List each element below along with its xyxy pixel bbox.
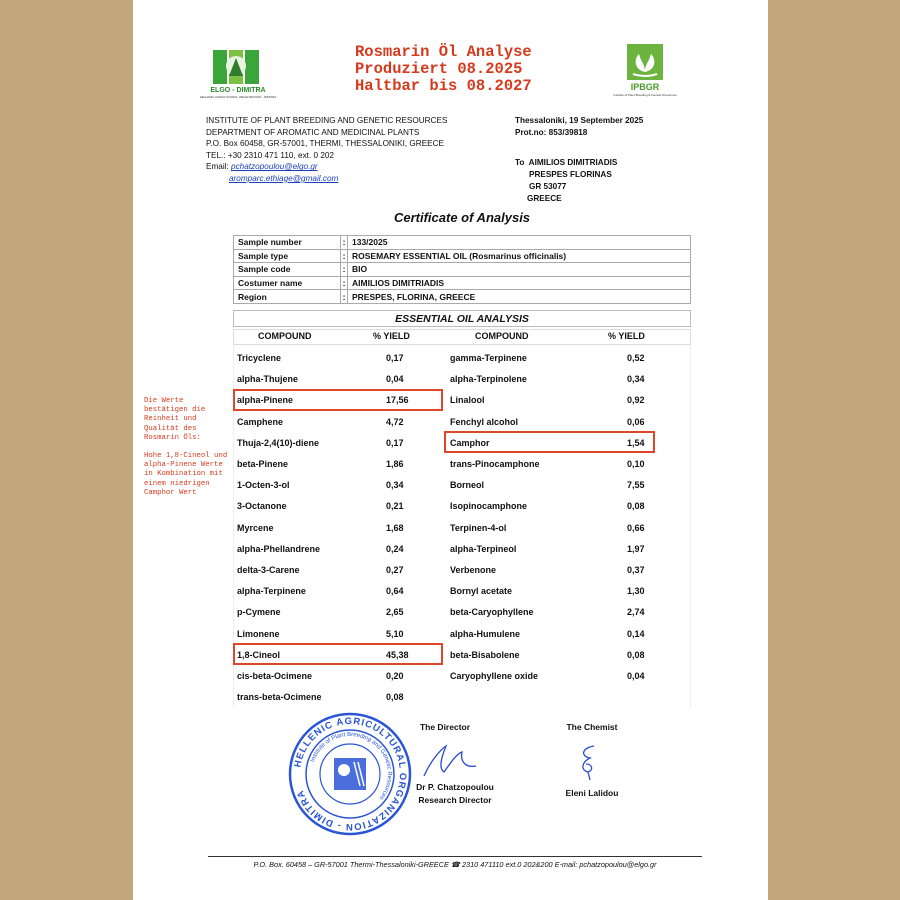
compound-yield-left: 1,68 [386,522,404,533]
compound-name-left: 3-Octanone [237,501,287,512]
ipbgr-logo [613,44,677,100]
director-name: Dr P. Chatzopoulou [416,782,494,792]
recipient-line: GREECE [527,194,562,203]
compound-name-left: cis-beta-Ocimene [237,671,313,681]
compound-name-left: p-Cymene [237,607,281,618]
info-separator: : [341,236,348,250]
recipient-line: GR 53077 [529,182,567,191]
compound-yield-right: 0,14 [627,628,645,639]
compound-yield-left: 0,20 [386,671,404,681]
compound-yield-right: 0,04 [627,671,645,681]
info-label: Region [234,290,341,304]
issue-date: Thessaloniki, 19 September 2025 [515,116,644,125]
compound-yield-right: 7,55 [627,480,645,491]
compound-yield-left: 45,38 [386,649,409,660]
compound-yield-left: 0,17 [386,353,404,363]
info-label: Sample number [234,236,341,250]
compound-name-left: delta-3-Carene [237,565,300,575]
header-line-3: Haltbar bis 08.2027 [355,77,532,95]
compound-name-left: Camphene [237,416,284,427]
side-note-para-1: Die Werte bestätigen die Reinheit und Qualität des Rosmarin Öls: [144,397,206,442]
compound-name-right: Isopinocamphone [450,501,528,512]
compound-yield-left: 0,64 [386,586,404,597]
info-value: PRESPES, FLORINA, GREECE [348,290,691,304]
recipient-name: AIMILIOS DIMITRIADIS [528,158,618,167]
compound-name-left: alpha-Pinene [237,395,294,406]
stamp-outer-text: HELLENIC AGRICULTURAL ORGANIZATION - DIMITRA [292,715,409,833]
institute-line: DEPARTMENT OF AROMATIC AND MEDICINAL PLANTS [206,127,420,137]
compound-yield-left: 5,10 [386,628,404,639]
elgo-dimitra-logo [199,48,277,104]
info-separator: : [341,249,348,263]
logo-right-name: IPBGR [630,82,660,92]
chemist-title: The Chemist [566,722,618,732]
compound-yield-right: 0,10 [627,459,645,469]
compound-name-left: 1,8-Cineol [237,649,281,660]
director-role: Research Director [418,795,492,805]
compound-name-left: alpha-Terpinene [237,586,306,597]
compound-name-right: alpha-Humulene [450,628,521,639]
compound-name-left: 1-Octen-3-ol [237,480,290,491]
institute-line: INSTITUTE OF PLANT BREEDING AND GENETIC RESOURCES [206,116,448,125]
compound-yield-right: 0,37 [627,565,645,575]
compound-yield-right: 2,74 [627,607,645,618]
compound-yield-right: 1,97 [627,543,645,554]
info-separator: : [341,276,348,290]
compound-yield-left: 0,17 [386,437,404,448]
compound-name-right: beta-Caryophyllene [450,607,534,618]
compound-yield-left: 0,08 [386,692,404,703]
institute-line: P.O. Box 60458, GR-57001, THERMI, THESSALONIKI, GREECE [206,139,444,149]
recipient-prefix: To [515,158,525,167]
column-header-yield-right: % YIELD [608,331,645,341]
table-row [234,236,691,250]
footer: P.O. Box. 60458 – GR-57001 Thermi-Thessaloniki-GREECE ☎ 2310 471110 ext.0 202&200 E-mail: pchatzopoulou@elgo.gr [253,860,657,869]
compound-yield-right: 0,34 [627,374,645,385]
stamp-inner-text: Institute of Plant Breeding and Genetic Resources [310,731,393,801]
compound-name-right: Caryophyllene oxide [450,671,539,681]
compound-name-right: alpha-Terpineol [450,543,517,554]
compound-name-right: Camphor [450,437,490,448]
compound-name-right: Borneol [450,480,485,491]
compound-yield-right: 0,08 [627,501,645,512]
compound-name-left: Thuja-2,4(10)-diene [237,437,320,448]
compound-name-right: Verbenone [450,565,497,575]
column-header-compound-right: COMPOUND [475,331,529,341]
email-label: Email: [206,162,232,172]
header-title [355,44,595,95]
compound-yield-left: 1,86 [386,459,404,469]
highlight-camphor [444,431,655,453]
table-row [234,276,691,290]
recipient-line: PRESPES FLORINAS [529,170,612,179]
info-label: Sample code [234,263,341,277]
table-row [234,290,691,304]
side-note [144,397,229,498]
compound-yield-right: 0,92 [627,395,645,406]
logo-left-sub: HELLENIC AGRICULTURAL ORGANIZATION - DIMITRA [199,95,277,99]
chemist-name: Eleni Lalidou [565,788,619,798]
logo-left-name: ELGO - DIMITRA [210,87,266,94]
compound-yield-left: 0,04 [386,374,404,385]
analysis-title: ESSENTIAL OIL ANALYSIS [233,310,691,327]
header-line-1: Rosmarin Öl Analyse [355,43,532,61]
highlight-cineol [233,643,443,665]
compound-name-left: trans-beta-Ocimene [237,692,322,703]
compound-yield-right: 1,30 [627,586,645,597]
compound-name-right: trans-Pinocamphone [450,459,540,469]
compound-name-left: beta-Pinene [237,459,289,469]
info-value: ROSEMARY ESSENTIAL OIL (Rosmarinus officinalis) [348,249,691,263]
compound-yield-right: 0,08 [627,649,645,660]
compound-yield-left: 0,34 [386,480,404,491]
certificate-title: Certificate of Analysis [393,210,531,225]
compound-yield-left: 0,21 [386,501,404,512]
compound-yield-right: 0,52 [627,353,645,363]
date-block [515,115,643,138]
compound-name-right: gamma-Terpinene [450,353,527,363]
official-stamp [288,712,412,841]
compound-yield-right: 0,66 [627,522,645,533]
info-label: Sample type [234,249,341,263]
email-link-2[interactable]: aromparc.ethiage@gmail.com [229,173,339,183]
compound-yield-left: 0,27 [386,565,404,575]
recipient-block [515,157,617,205]
institute-address [206,115,447,185]
header-line-2: Produziert 08.2025 [355,60,523,78]
table-row [234,263,691,277]
info-label: Costumer name [234,276,341,290]
column-header-yield-left: % YIELD [373,331,410,341]
info-value: 133/2025 [348,236,691,250]
compound-name-left: alpha-Phellandrene [237,543,321,554]
compound-yield-right: 0,06 [627,416,645,427]
compound-name-right: Fenchyl alcohol [450,416,519,427]
side-note-para-2: Hohe 1,8-Cineol und alpha-Pinene Werte in Kombination mit einem niedrigen Camphor Wert [144,452,228,497]
info-separator: : [341,263,348,277]
compound-name-left: Tricyclene [237,353,282,363]
info-separator: : [341,290,348,304]
compound-name-right: Bornyl acetate [450,586,513,597]
column-header-compound-left: COMPOUND [258,331,312,341]
compound-name-left: alpha-Thujene [237,374,299,385]
info-value: BIO [348,263,691,277]
compound-name-right: Linalool [450,395,485,406]
compound-yield-left: 4,72 [386,416,404,427]
director-signature [420,742,480,787]
compound-yield-right: 1,54 [627,437,645,448]
institute-line: TEL.: +30 2310 471 110, ext. 0 202 [206,150,334,160]
protocol-number: Prot.no: 853/39818 [515,127,588,137]
compound-yield-left: 0,24 [386,543,404,554]
director-title: The Director [419,722,471,732]
chemist-signature [576,742,602,787]
compound-name-left: Limonene [237,628,280,639]
highlight-alpha-pinene [233,389,443,411]
compound-name-right: beta-Bisabolene [450,649,520,660]
compound-name-left: Myrcene [237,522,274,533]
sample-info-table [233,235,691,304]
compound-name-right: alpha-Terpinolene [450,374,527,385]
logo-right-sub: Institute of Plant Breeding & Genetic Resources [613,93,677,97]
compound-name-right: Terpinen-4-ol [450,522,507,533]
email-link-1[interactable]: pchatzopoulou@elgo.gr [231,162,318,172]
compound-yield-left: 2,65 [386,607,404,618]
table-row [234,249,691,263]
info-value: AIMILIOS DIMITRIADIS [348,276,691,290]
compound-yield-left: 17,56 [386,395,409,406]
footer-divider [208,856,702,857]
